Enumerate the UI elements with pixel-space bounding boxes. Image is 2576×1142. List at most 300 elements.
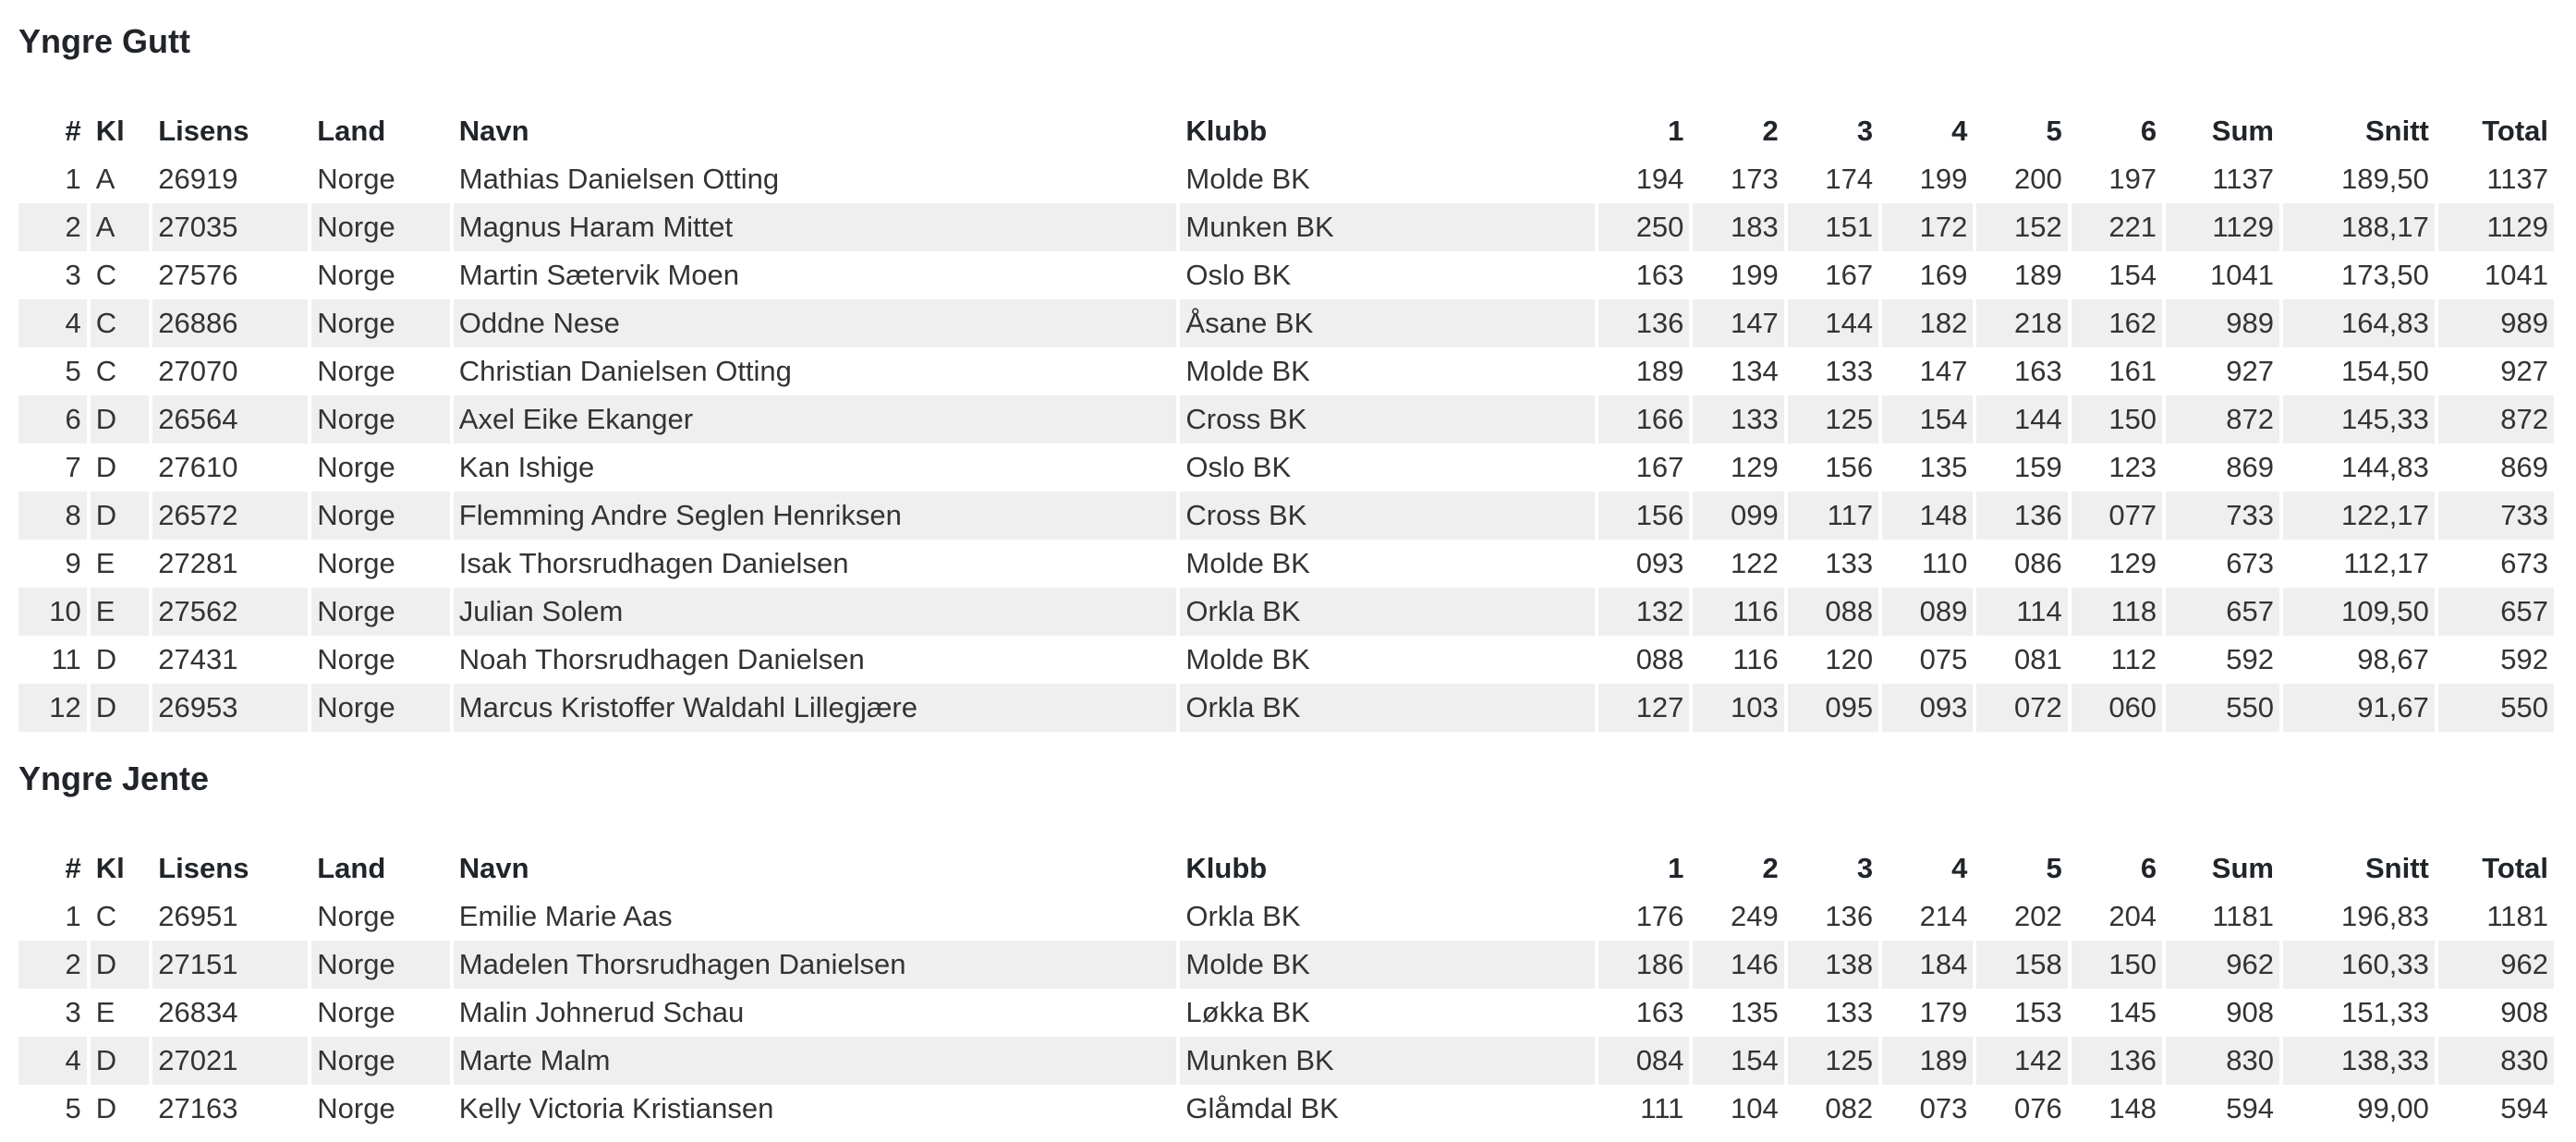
- cell-sum: 594: [2226, 1092, 2274, 1124]
- cell-game-6: 148: [2108, 1092, 2157, 1124]
- header-land: Land: [317, 852, 386, 884]
- cell-lisens: 26919: [158, 163, 238, 195]
- cell-game-5: 163: [2014, 355, 2062, 387]
- cell-kl: D: [91, 684, 150, 732]
- cell-game-1: 093: [1635, 547, 1684, 579]
- cell-rank: 12: [18, 684, 87, 732]
- cell-game-6: 060: [2072, 684, 2162, 732]
- cell-snitt: 112,17: [2343, 547, 2429, 579]
- cell-land: Norge: [317, 643, 395, 675]
- cell-kl: C: [95, 900, 117, 932]
- header-klubb: Klubb: [1185, 115, 1268, 147]
- header-game-3: 3: [1856, 115, 1874, 147]
- cell-game-6: 150: [2072, 395, 2162, 443]
- cell-rank: 3: [65, 996, 81, 1028]
- cell-klubb: Molde BK: [1185, 163, 1310, 195]
- cell-land: Norge: [317, 900, 395, 932]
- cell-game-6: 123: [2108, 451, 2157, 483]
- cell-rank: 2: [18, 941, 87, 989]
- cell-game-2: 134: [1731, 355, 1779, 387]
- table-row: [18, 155, 2554, 203]
- cell-klubb: Molde BK: [1185, 355, 1310, 387]
- table-row: [18, 299, 2554, 347]
- cell-klubb: Molde BK: [1180, 941, 1595, 989]
- cell-game-3: 125: [1788, 395, 1878, 443]
- cell-klubb: Cross BK: [1180, 395, 1595, 443]
- cell-land: Norge: [311, 684, 450, 732]
- cell-klubb: Oslo BK: [1185, 259, 1292, 291]
- cell-game-3: 125: [1788, 1037, 1878, 1085]
- cell-sum: 673: [2226, 547, 2274, 579]
- header-game-4: 4: [1951, 852, 1968, 884]
- header-row: [18, 107, 2554, 155]
- header-lisens: Lisens: [158, 115, 249, 147]
- cell-game-2: 103: [1693, 684, 1783, 732]
- cell-navn: Isak Thorsrudhagen Danielsen: [458, 547, 849, 579]
- cell-game-3: 133: [1825, 996, 1874, 1028]
- cell-kl: A: [91, 203, 150, 251]
- cell-game-2: 122: [1731, 547, 1779, 579]
- cell-kl: C: [91, 299, 150, 347]
- cell-kl: D: [91, 492, 150, 540]
- cell-kl: D: [95, 1092, 117, 1124]
- cell-game-6: 154: [2108, 259, 2157, 291]
- cell-klubb: Orkla BK: [1180, 684, 1595, 732]
- header-game-6: 6: [2140, 852, 2157, 884]
- cell-rank: 10: [18, 588, 87, 636]
- cell-snitt: 164,83: [2283, 299, 2435, 347]
- table-row: [18, 1037, 2554, 1085]
- cell-game-6: 112: [2110, 643, 2157, 675]
- cell-snitt: 154,50: [2341, 355, 2429, 387]
- cell-navn: Kelly Victoria Kristiansen: [458, 1092, 774, 1124]
- header-row: [18, 844, 2554, 893]
- cell-navn: Marcus Kristoffer Waldahl Lillegjære: [454, 684, 1177, 732]
- cell-game-3: 174: [1825, 163, 1874, 195]
- header-snitt: Snitt: [2365, 115, 2429, 147]
- cell-land: Norge: [317, 355, 395, 387]
- cell-navn: Martin Sætervik Moen: [458, 259, 740, 291]
- cell-klubb: Munken BK: [1180, 203, 1595, 251]
- cell-total: 927: [2500, 355, 2548, 387]
- cell-game-4: 089: [1882, 588, 1973, 636]
- header-total: Total: [2482, 852, 2548, 884]
- cell-navn: Madelen Thorsrudhagen Danielsen: [454, 941, 1177, 989]
- cell-lisens: 26886: [152, 299, 308, 347]
- cell-game-1: 127: [1598, 684, 1689, 732]
- results-table: [15, 844, 2558, 1133]
- table-row: [18, 941, 2554, 989]
- cell-sum: 927: [2226, 355, 2274, 387]
- cell-game-2: 104: [1731, 1092, 1779, 1124]
- cell-total: 594: [2500, 1092, 2548, 1124]
- cell-game-1: 084: [1598, 1037, 1689, 1085]
- cell-sum: 657: [2166, 588, 2279, 636]
- header-game-2: 2: [1762, 852, 1779, 884]
- cell-game-6: 077: [2072, 492, 2162, 540]
- cell-lisens: 26951: [158, 900, 238, 932]
- header-rank: #: [65, 852, 81, 884]
- cell-game-3: 088: [1788, 588, 1878, 636]
- cell-rank: 1: [65, 900, 81, 932]
- cell-lisens: 26953: [152, 684, 308, 732]
- cell-snitt: 98,67: [2357, 643, 2429, 675]
- header-kl: Kl: [95, 852, 125, 884]
- cell-game-3: 136: [1825, 900, 1874, 932]
- cell-total: 1129: [2438, 203, 2554, 251]
- header-navn: Navn: [458, 115, 529, 147]
- cell-lisens: 27035: [152, 203, 308, 251]
- cell-game-2: 133: [1693, 395, 1783, 443]
- table-row: [18, 989, 2554, 1037]
- table-row: [18, 684, 2554, 732]
- cell-game-4: 135: [1919, 451, 1968, 483]
- cell-total: 1137: [2486, 163, 2548, 195]
- cell-total: 673: [2500, 547, 2548, 579]
- cell-game-6: 150: [2072, 941, 2162, 989]
- cell-land: Norge: [311, 395, 450, 443]
- cell-rank: 4: [18, 299, 87, 347]
- cell-game-4: 214: [1919, 900, 1968, 932]
- cell-game-6: 204: [2108, 900, 2157, 932]
- cell-game-3: 133: [1825, 355, 1874, 387]
- cell-rank: 1: [65, 163, 81, 195]
- cell-game-1: 163: [1635, 996, 1684, 1028]
- cell-sum: 550: [2166, 684, 2279, 732]
- cell-total: 657: [2438, 588, 2554, 636]
- cell-kl: D: [91, 941, 150, 989]
- cell-kl: E: [91, 588, 150, 636]
- cell-lisens: 27070: [158, 355, 238, 387]
- cell-land: Norge: [317, 163, 395, 195]
- header-game-1: 1: [1668, 115, 1684, 147]
- cell-rank: 3: [65, 259, 81, 291]
- cell-kl: E: [95, 996, 115, 1028]
- cell-klubb: Løkka BK: [1185, 996, 1310, 1028]
- cell-game-5: 114: [1976, 588, 2067, 636]
- cell-game-2: 173: [1731, 163, 1779, 195]
- table-row: [18, 251, 2554, 299]
- cell-rank: 8: [18, 492, 87, 540]
- cell-game-3: 082: [1825, 1092, 1874, 1124]
- cell-game-5: 076: [2014, 1092, 2062, 1124]
- cell-game-4: 184: [1882, 941, 1973, 989]
- cell-lisens: 26834: [158, 996, 238, 1028]
- cell-lisens: 27431: [158, 643, 238, 675]
- cell-game-1: 194: [1635, 163, 1684, 195]
- cell-total: 872: [2438, 395, 2554, 443]
- cell-game-1: 132: [1598, 588, 1689, 636]
- header-total: Total: [2482, 115, 2548, 147]
- header-game-4: 4: [1951, 115, 1968, 147]
- header-snitt: Snitt: [2365, 852, 2429, 884]
- header-sum: Sum: [2211, 115, 2274, 147]
- cell-game-4: 075: [1919, 643, 1968, 675]
- cell-navn: Noah Thorsrudhagen Danielsen: [458, 643, 865, 675]
- cell-snitt: 188,17: [2283, 203, 2435, 251]
- cell-klubb: Cross BK: [1180, 492, 1595, 540]
- cell-navn: Kan Ishige: [458, 451, 595, 483]
- cell-game-2: 099: [1693, 492, 1783, 540]
- cell-game-1: 176: [1635, 900, 1684, 932]
- cell-kl: E: [95, 547, 115, 579]
- cell-game-5: 202: [2014, 900, 2062, 932]
- cell-navn: Flemming Andre Seglen Henriksen: [454, 492, 1177, 540]
- cell-game-6: 129: [2108, 547, 2157, 579]
- cell-game-3: 144: [1788, 299, 1878, 347]
- cell-game-3: 167: [1825, 259, 1874, 291]
- table-row: [18, 636, 2554, 684]
- table-row: [18, 443, 2554, 492]
- cell-klubb: Orkla BK: [1180, 588, 1595, 636]
- cell-rank: 11: [51, 643, 81, 675]
- cell-game-5: 142: [1976, 1037, 2067, 1085]
- cell-game-2: 129: [1731, 451, 1779, 483]
- table-row: [18, 203, 2554, 251]
- cell-navn: Malin Johnerud Schau: [458, 996, 745, 1028]
- cell-game-4: 169: [1919, 259, 1968, 291]
- cell-total: 1181: [2486, 900, 2548, 932]
- cell-game-5: 200: [2014, 163, 2062, 195]
- cell-rank: 5: [65, 1092, 81, 1124]
- cell-game-5: 158: [1976, 941, 2067, 989]
- cell-kl: A: [95, 163, 115, 195]
- results-table: [15, 107, 2558, 732]
- cell-game-2: 135: [1731, 996, 1779, 1028]
- cell-game-2: 116: [1732, 643, 1779, 675]
- header-rank: #: [65, 115, 81, 147]
- cell-game-1: 136: [1598, 299, 1689, 347]
- cell-sum: 733: [2166, 492, 2279, 540]
- cell-sum: 962: [2166, 941, 2279, 989]
- cell-game-2: 199: [1731, 259, 1779, 291]
- cell-sum: 1181: [2212, 900, 2274, 932]
- cell-total: 869: [2500, 451, 2548, 483]
- cell-navn: Marte Malm: [454, 1037, 1177, 1085]
- cell-snitt: 145,33: [2283, 395, 2435, 443]
- table-row: [18, 588, 2554, 636]
- cell-lisens: 27576: [158, 259, 238, 291]
- cell-land: Norge: [317, 547, 395, 579]
- cell-game-3: 138: [1788, 941, 1878, 989]
- header-game-6: 6: [2140, 115, 2157, 147]
- cell-snitt: 122,17: [2283, 492, 2435, 540]
- section-yngre-jente: [0, 732, 2576, 1133]
- cell-kl: D: [95, 451, 117, 483]
- cell-kl: D: [91, 1037, 150, 1085]
- cell-snitt: 173,50: [2341, 259, 2429, 291]
- cell-game-1: 111: [1640, 1092, 1684, 1124]
- cell-game-2: 116: [1693, 588, 1783, 636]
- cell-klubb: Molde BK: [1185, 643, 1310, 675]
- cell-game-1: 189: [1635, 355, 1684, 387]
- cell-land: Norge: [311, 941, 450, 989]
- cell-land: Norge: [311, 1037, 450, 1085]
- header-game-1: 1: [1668, 852, 1684, 884]
- cell-game-2: 183: [1693, 203, 1783, 251]
- cell-snitt: 138,33: [2283, 1037, 2435, 1085]
- cell-game-6: 145: [2108, 996, 2157, 1028]
- header-game-3: 3: [1856, 852, 1874, 884]
- cell-navn: Oddne Nese: [454, 299, 1177, 347]
- cell-total: 989: [2438, 299, 2554, 347]
- cell-snitt: 91,67: [2283, 684, 2435, 732]
- cell-lisens: 27151: [152, 941, 308, 989]
- cell-game-5: 072: [1976, 684, 2067, 732]
- cell-land: Norge: [311, 299, 450, 347]
- cell-game-4: 179: [1919, 996, 1968, 1028]
- cell-lisens: 27562: [152, 588, 308, 636]
- cell-game-4: 154: [1882, 395, 1973, 443]
- cell-navn: Axel Eike Ekanger: [454, 395, 1177, 443]
- cell-game-1: 156: [1598, 492, 1689, 540]
- cell-land: Norge: [317, 451, 395, 483]
- cell-game-4: 148: [1882, 492, 1973, 540]
- table-row: [18, 395, 2554, 443]
- cell-klubb: Glåmdal BK: [1185, 1092, 1339, 1124]
- cell-kl: C: [95, 259, 117, 291]
- cell-game-6: 162: [2072, 299, 2162, 347]
- header-game-2: 2: [1762, 115, 1779, 147]
- cell-kl: D: [91, 395, 150, 443]
- cell-klubb: Oslo BK: [1185, 451, 1292, 483]
- cell-game-3: 156: [1825, 451, 1874, 483]
- cell-sum: 872: [2166, 395, 2279, 443]
- cell-lisens: 26572: [152, 492, 308, 540]
- cell-lisens: 27163: [158, 1092, 238, 1124]
- results-body: [18, 155, 2554, 732]
- cell-klubb: Orkla BK: [1185, 900, 1301, 932]
- cell-game-5: 189: [2014, 259, 2062, 291]
- cell-land: Norge: [317, 996, 395, 1028]
- section-title: Yngre Gutt: [18, 22, 190, 60]
- cell-rank: 6: [18, 395, 87, 443]
- cell-total: 830: [2438, 1037, 2554, 1085]
- cell-total: 592: [2500, 643, 2548, 675]
- cell-lisens: 27610: [158, 451, 238, 483]
- cell-game-5: 152: [1976, 203, 2067, 251]
- cell-game-5: 086: [2014, 547, 2062, 579]
- cell-game-4: 073: [1919, 1092, 1968, 1124]
- cell-game-5: 153: [2014, 996, 2062, 1028]
- cell-game-1: 163: [1635, 259, 1684, 291]
- table-row: [18, 1085, 2554, 1133]
- cell-kl: C: [95, 355, 117, 387]
- cell-game-4: 172: [1882, 203, 1973, 251]
- cell-game-3: 095: [1788, 684, 1878, 732]
- cell-game-6: 197: [2108, 163, 2157, 195]
- header-land: Land: [317, 115, 386, 147]
- cell-game-1: 250: [1598, 203, 1689, 251]
- cell-game-2: 147: [1693, 299, 1783, 347]
- cell-total: 962: [2438, 941, 2554, 989]
- cell-game-6: 118: [2072, 588, 2162, 636]
- cell-game-4: 199: [1919, 163, 1968, 195]
- cell-sum: 989: [2166, 299, 2279, 347]
- cell-lisens: 27281: [158, 547, 238, 579]
- cell-kl: D: [95, 643, 117, 675]
- cell-sum: 1041: [2210, 259, 2274, 291]
- cell-sum: 869: [2226, 451, 2274, 483]
- cell-lisens: 27021: [152, 1037, 308, 1085]
- cell-game-6: 136: [2072, 1037, 2162, 1085]
- cell-snitt: 160,33: [2283, 941, 2435, 989]
- cell-rank: 9: [65, 547, 81, 579]
- cell-navn: Julian Solem: [454, 588, 1177, 636]
- cell-klubb: Åsane BK: [1180, 299, 1595, 347]
- table-row: [18, 492, 2554, 540]
- cell-sum: 830: [2166, 1037, 2279, 1085]
- cell-game-1: 166: [1598, 395, 1689, 443]
- section-title: Yngre Jente: [18, 759, 210, 797]
- cell-game-5: 144: [1976, 395, 2067, 443]
- table-row: [18, 893, 2554, 941]
- cell-game-3: 117: [1788, 492, 1878, 540]
- cell-navn: Christian Danielsen Otting: [458, 355, 792, 387]
- header-game-5: 5: [2046, 852, 2062, 884]
- table-row: [18, 347, 2554, 395]
- cell-game-5: 136: [1976, 492, 2067, 540]
- cell-snitt: 99,00: [2357, 1092, 2429, 1124]
- cell-game-1: 088: [1635, 643, 1684, 675]
- cell-total: 908: [2500, 996, 2548, 1028]
- cell-rank: 2: [18, 203, 87, 251]
- cell-sum: 908: [2226, 996, 2274, 1028]
- cell-game-2: 154: [1693, 1037, 1783, 1085]
- cell-land: Norge: [311, 203, 450, 251]
- cell-klubb: Munken BK: [1180, 1037, 1595, 1085]
- cell-game-4: 189: [1882, 1037, 1973, 1085]
- cell-rank: 5: [65, 355, 81, 387]
- cell-game-6: 161: [2108, 355, 2157, 387]
- header-sum: Sum: [2211, 852, 2274, 884]
- cell-game-3: 120: [1825, 643, 1874, 675]
- cell-land: Norge: [311, 492, 450, 540]
- cell-total: 1041: [2485, 259, 2548, 291]
- cell-game-2: 146: [1693, 941, 1783, 989]
- header-kl: Kl: [95, 115, 125, 147]
- cell-game-5: 081: [2014, 643, 2062, 675]
- cell-snitt: 151,33: [2341, 996, 2429, 1028]
- cell-total: 733: [2438, 492, 2554, 540]
- cell-snitt: 196,83: [2341, 900, 2429, 932]
- cell-klubb: Molde BK: [1185, 547, 1310, 579]
- cell-game-5: 159: [2014, 451, 2062, 483]
- results-body: [18, 893, 2554, 1133]
- cell-sum: 1129: [2166, 203, 2279, 251]
- header-klubb: Klubb: [1185, 852, 1268, 884]
- header-navn: Navn: [458, 852, 529, 884]
- cell-game-4: 147: [1919, 355, 1968, 387]
- cell-game-4: 182: [1882, 299, 1973, 347]
- cell-land: Norge: [317, 259, 395, 291]
- cell-land: Norge: [311, 588, 450, 636]
- cell-game-4: 093: [1882, 684, 1973, 732]
- cell-land: Norge: [317, 1092, 395, 1124]
- cell-game-6: 221: [2072, 203, 2162, 251]
- cell-navn: Mathias Danielsen Otting: [458, 163, 780, 195]
- cell-rank: 4: [18, 1037, 87, 1085]
- cell-game-4: 110: [1921, 547, 1968, 579]
- cell-navn: Emilie Marie Aas: [458, 900, 673, 932]
- table-row: [18, 540, 2554, 588]
- cell-snitt: 144,83: [2341, 451, 2429, 483]
- cell-snitt: 189,50: [2341, 163, 2429, 195]
- cell-snitt: 109,50: [2283, 588, 2435, 636]
- cell-sum: 1137: [2212, 163, 2274, 195]
- cell-navn: Magnus Haram Mittet: [454, 203, 1177, 251]
- cell-game-3: 133: [1825, 547, 1874, 579]
